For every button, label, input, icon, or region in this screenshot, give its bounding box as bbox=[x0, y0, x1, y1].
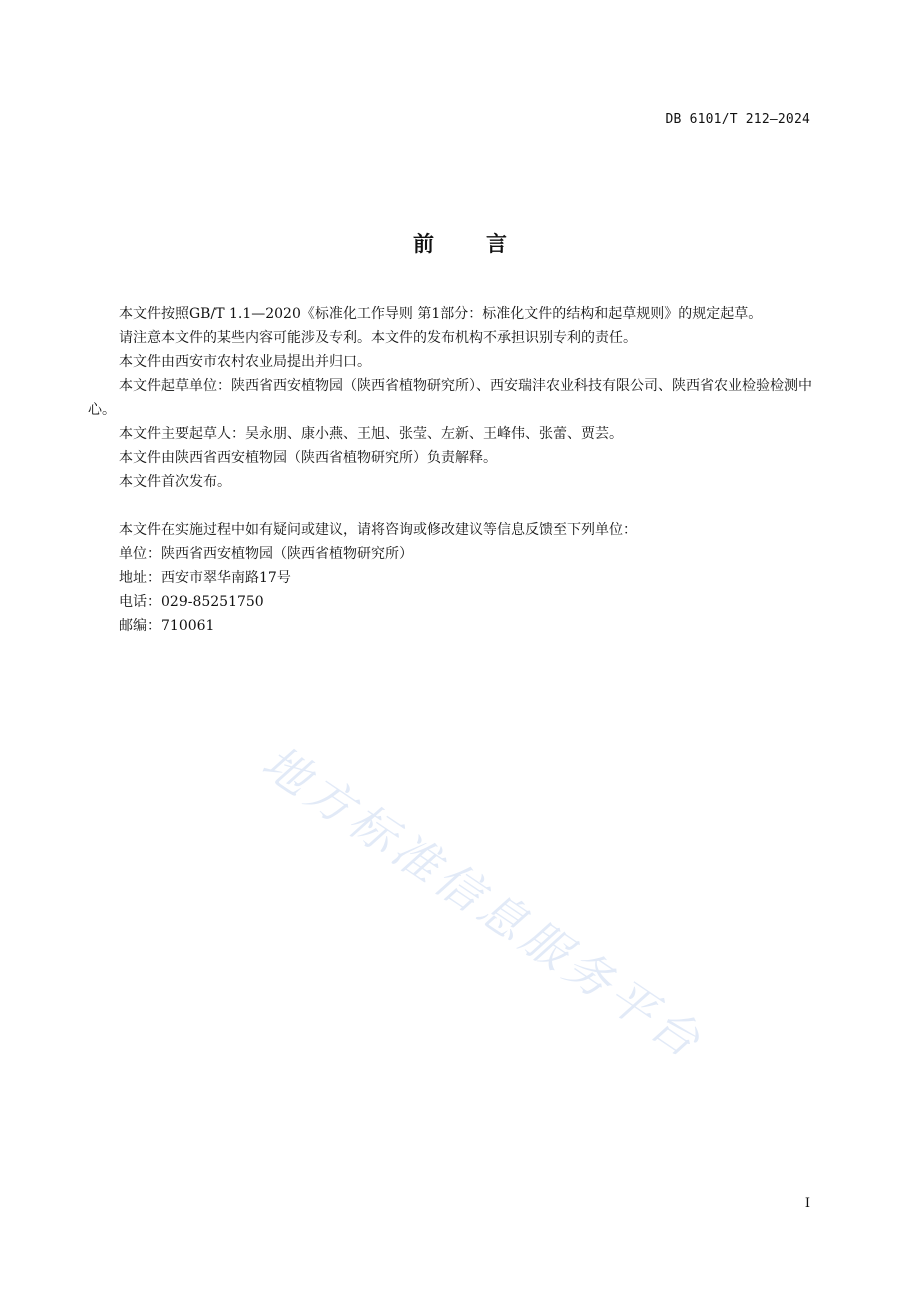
paragraph-proposer: 本文件由西安市农村农业局提出并归口。 bbox=[119, 354, 371, 370]
page-title: 前言 bbox=[413, 232, 559, 256]
contact-address: 地址：西安市翠华南路17号 bbox=[119, 570, 291, 586]
paragraph-patent-notice: 请注意本文件的某些内容可能涉及专利。本文件的发布机构不承担识别专利的责任。 bbox=[119, 330, 637, 346]
paragraph-interpretation: 本文件由陕西省西安植物园（陕西省植物研究所）负责解释。 bbox=[119, 450, 497, 466]
foreword-body bbox=[88, 302, 812, 638]
watermark: 地方标准信息服务平台 bbox=[252, 734, 714, 1071]
contact-postcode: 邮编：710061 bbox=[119, 618, 215, 634]
paragraph-first-release: 本文件首次发布。 bbox=[119, 474, 231, 490]
document-code: DB 6101/T 212—2024 bbox=[665, 112, 810, 127]
contact-phone: 电话：029-85251750 bbox=[119, 594, 264, 610]
page-number: I bbox=[804, 1196, 810, 1211]
contact-unit: 单位：陕西省西安植物园（陕西省植物研究所） bbox=[119, 546, 413, 562]
paragraph-drafting-units: 本文件起草单位：陕西省西安植物园（陕西省植物研究所）、西安瑞沣农业科技有限公司、陕西省农业检验检测中心。 bbox=[88, 378, 812, 418]
paragraph-drafters: 本文件主要起草人：吴永朋、康小燕、王旭、张莹、左新、王峰伟、张蕾、贾芸。 bbox=[119, 426, 623, 442]
paragraph-gap bbox=[88, 494, 812, 518]
paragraph-drafting-basis: 本文件按照GB/T 1.1—2020《标准化工作导则 第1部分：标准化文件的结构和起草规则》的规定起草。 bbox=[119, 306, 763, 322]
contact-intro: 本文件在实施过程中如有疑问或建议，请将咨询或修改建议等信息反馈至下列单位： bbox=[119, 522, 637, 538]
